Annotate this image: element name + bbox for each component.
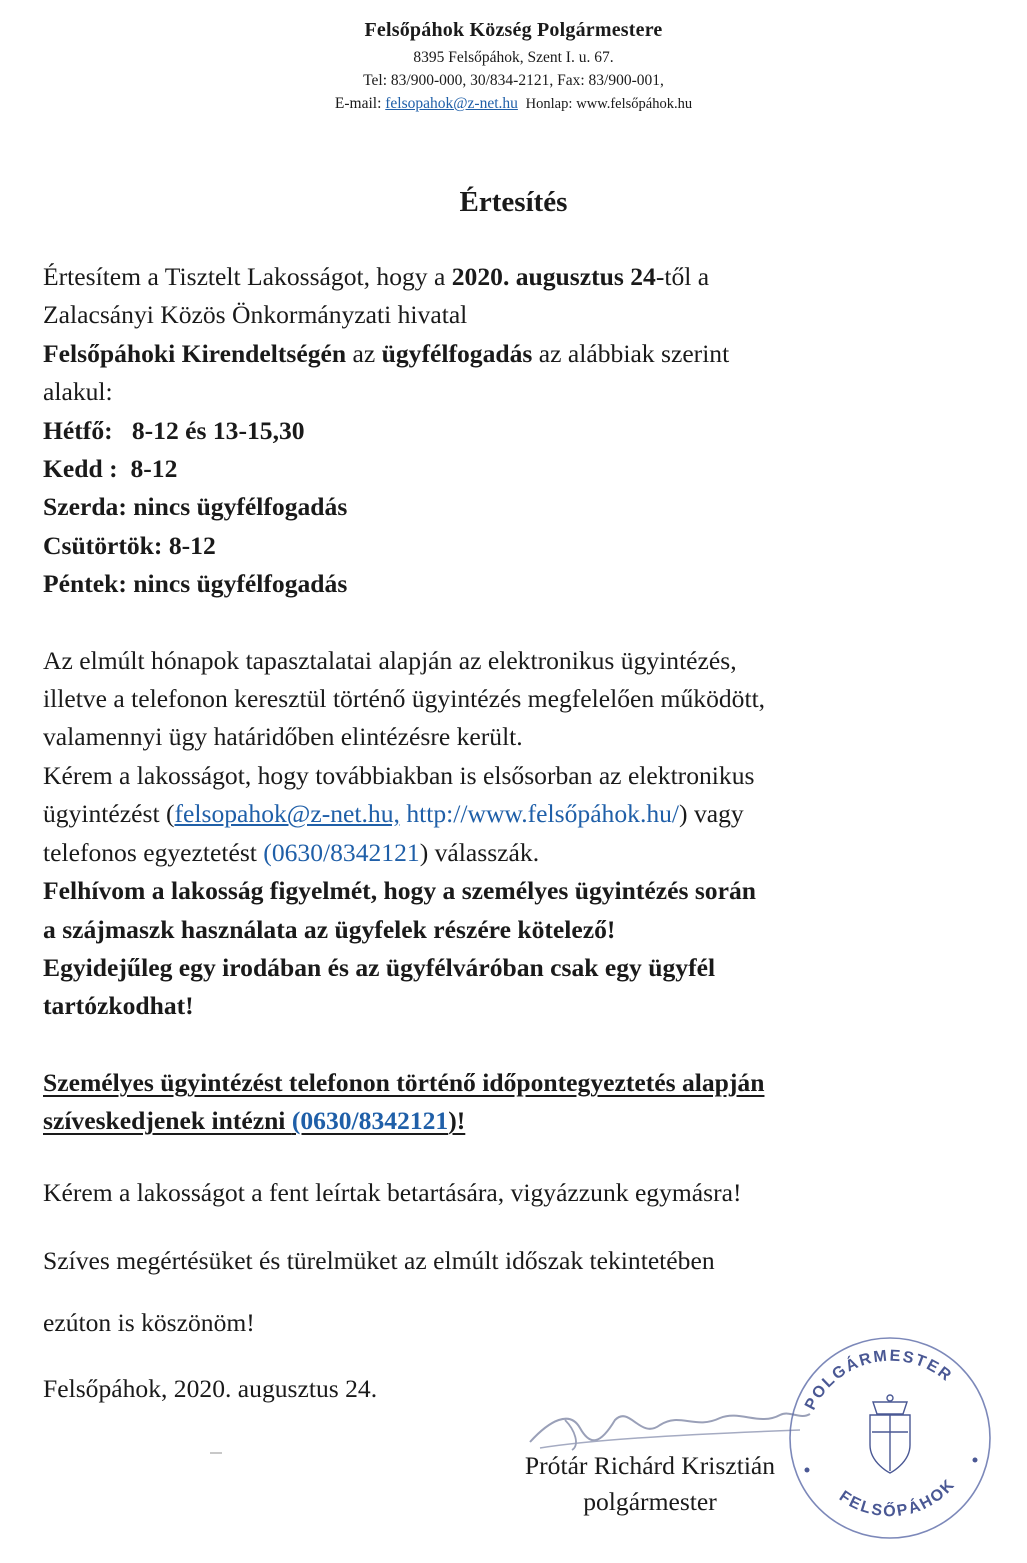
warning-line-3: Egyidejűleg egy irodában és az ügyfélváróban csak egy ügyfél <box>43 952 716 982</box>
official-stamp <box>775 1320 1005 1550</box>
intro-mid: az <box>346 338 382 368</box>
warning-line-1: Felhívom a lakosság figyelmét, hogy a személyes ügyintézés során <box>43 876 756 906</box>
document-title: Értesítés <box>459 186 568 218</box>
notice-phone: (0630/8342121 <box>291 1106 449 1136</box>
para2-line-5 <box>43 795 1003 833</box>
body-phone: (0630/8342121 <box>263 837 420 867</box>
office-name: Felsőpáhoki Kirendeltségén <box>43 338 347 368</box>
warning-line-2: a szájmaszk használata az ügyfelek részére kötelező! <box>43 914 616 944</box>
signatory <box>480 1448 820 1520</box>
stamp-bottom-text: FELSŐPÁHOK <box>836 1475 959 1521</box>
letter-body <box>43 258 1003 1141</box>
schedule-monday: Hétfő: 8-12 és 13-15,30 <box>43 415 305 445</box>
spacer <box>43 1026 1003 1064</box>
signatory-name: Prótár Richárd Krisztián <box>524 1451 776 1480</box>
notice-line-2 <box>43 1102 1003 1140</box>
coat-of-arms-icon <box>870 1395 910 1473</box>
schedule-thursday: Csütörtök: 8-12 <box>43 530 216 560</box>
warning-line-4: tartózkodhat! <box>43 991 194 1021</box>
intro-line-1 <box>43 258 1003 296</box>
para2-line-6 <box>43 834 1003 872</box>
para2-l6-start: telefonos egyeztetést <box>43 837 264 867</box>
intro-tail: az alábbiak szerint <box>532 338 730 368</box>
para2-l5-end: ) vagy <box>679 799 744 829</box>
para2-line-2: illetve a telefonon keresztül történő ügyintézés megfelelően működött, <box>43 684 766 714</box>
schedule-wednesday: Szerda: nincs ügyfélfogadás <box>43 492 348 522</box>
para2-l5-start: ügyintézést ( <box>43 799 175 829</box>
schedule-friday: Péntek: nincs ügyfélfogadás <box>43 569 348 599</box>
letterhead-organization: Felsőpáhok Község Polgármestere <box>364 19 663 41</box>
spacer <box>43 604 1003 642</box>
signatory-role: polgármester <box>583 1487 717 1516</box>
intro-line-4: alakul: <box>43 377 113 407</box>
para2-line-1: Az elmúlt hónapok tapasztalatai alapján az elektronikus ügyintézés, <box>43 645 737 675</box>
place-and-date: Felsőpáhok, 2020. augusztus 24. <box>43 1374 378 1403</box>
closing-line-2: Szíves megértésüket és türelmüket az elmúlt időszak tekintetében <box>43 1246 715 1275</box>
para2-l6-end: ) válasszák. <box>419 837 540 867</box>
email-label: E-mail: <box>334 95 382 112</box>
notice-line-1: Személyes ügyintézést telefonon történő időpontegyeztetés alapján <box>43 1067 765 1097</box>
intro-text: Értesítem a Tisztelt Lakosságot, hogy a <box>43 262 452 291</box>
intro-date: 2020. augusztus 24 <box>451 262 656 291</box>
letterhead-contact <box>0 92 1027 116</box>
web-address: www.felsőpáhok.hu <box>576 96 693 112</box>
body-web-link[interactable]: http://www.felsőpáhok.hu/ <box>406 799 680 829</box>
stamp-top-text: POLGÁRMESTER <box>802 1347 956 1413</box>
notice-l2-end: )! <box>448 1106 466 1136</box>
intro-line-3 <box>43 335 1003 373</box>
email-link[interactable]: felsopahok@z-net.hu <box>385 95 518 112</box>
notice-l2-start: szíveskedjenek intézni <box>43 1106 292 1136</box>
closing-line-1: Kérem a lakosságot a fent leírtak betartására, vigyázzunk egymásra! <box>43 1178 742 1207</box>
scan-mark <box>210 1452 222 1454</box>
intro-line-2: Zalacsányi Közös Önkormányzati hivatal <box>43 300 468 330</box>
web-label: Honlap: <box>525 96 573 112</box>
para2-line-4: Kérem a lakosságot, hogy továbbiakban is elsősorban az elektronikus <box>43 760 755 790</box>
para2-line-3: valamennyi ügy határidőben elintézésre került. <box>43 722 523 752</box>
letterhead-address: 8395 Felsőpáhok, Szent I. u. 67. <box>413 49 614 66</box>
service-name: ügyfélfogadás <box>381 338 533 368</box>
letterhead <box>0 14 1027 116</box>
closing-line-3: ezúton is köszönöm! <box>43 1308 255 1337</box>
intro-text-end: -től a <box>655 262 710 291</box>
schedule-tuesday: Kedd : 8-12 <box>43 454 178 484</box>
letterhead-phone: Tel: 83/900-000, 30/834-2121, Fax: 83/900-001, <box>363 72 664 89</box>
body-email-link[interactable]: felsopahok@z-net.hu, <box>174 799 400 829</box>
